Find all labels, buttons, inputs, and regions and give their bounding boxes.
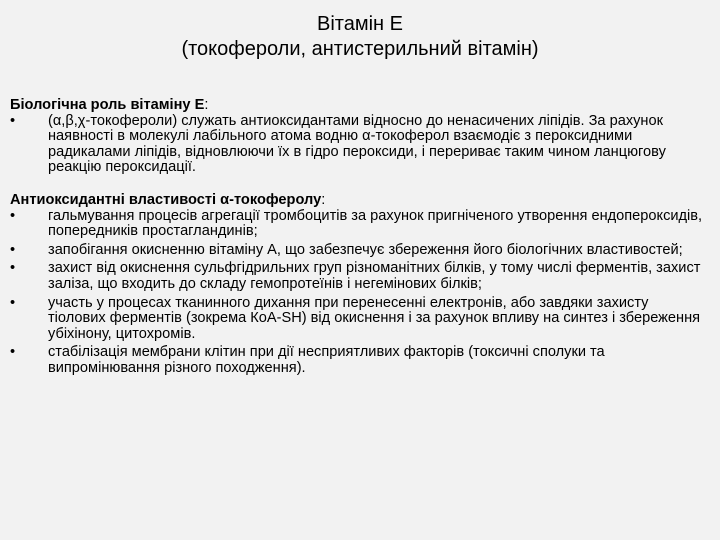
bullet-item: • стабілізація мембрани клітин при дії несприятливих факторів (токсичні сполуки та випромінювання різного походження). — [10, 345, 710, 376]
slide-title — [0, 12, 720, 62]
bullet-item: • гальмування процесів агрегації тромбоцитів за рахунок пригніченого утворення ендопероксидів, попередників простагландинів; — [10, 209, 710, 240]
bullet-item: • запобігання окисненню вітаміну А, що забезпечує збереження його біологічних властивостей; — [10, 243, 710, 259]
slide-body — [10, 98, 710, 394]
bullet-item: • участь у процесах тканинного дихання при перенесенні електронів, або завдяки захисту тіолових ферментів (зокрема КоА-SH) від окиснення і за рахунок впливу на синтез і збереження убіхінону, цитохромів. — [10, 296, 710, 343]
section-heading — [10, 193, 710, 209]
section-heading-colon: : — [204, 97, 209, 113]
bullet-item: • захист від окиснення сульфгідрильних груп різноманітних білків, у тому числі ферментів, захист заліза, що входить до складу гемопротеїнів і негемінових білків; — [10, 261, 710, 292]
section-heading-text: Антиоксидантні властивості α-токоферолу — [10, 191, 322, 208]
bullet-list — [10, 209, 710, 377]
title-line-1: Вітамін Е — [317, 13, 403, 35]
title-line-2: (токофероли, антистерильний вітамін) — [181, 38, 539, 60]
section-heading-colon: : — [321, 191, 326, 208]
bullet-list — [10, 114, 710, 176]
section-heading — [10, 98, 710, 114]
bullet-item: • (α,β,χ-токофероли) служать антиоксидантами відносно до ненасичених ліпідів. За рахунок наявності в молекулі лабільного атома водню α-токоферол взаємодіє з пероксидними радикалами ліпідів, відновлюючи їх в гідро пероксиди, і перериває таким чином ланцюгову реакцію пероксидації. — [10, 114, 710, 176]
section-biological-role — [10, 98, 710, 176]
section-heading-text: Біологічна роль вітаміну Е — [10, 97, 205, 113]
section-antioxidant-properties — [10, 193, 710, 377]
